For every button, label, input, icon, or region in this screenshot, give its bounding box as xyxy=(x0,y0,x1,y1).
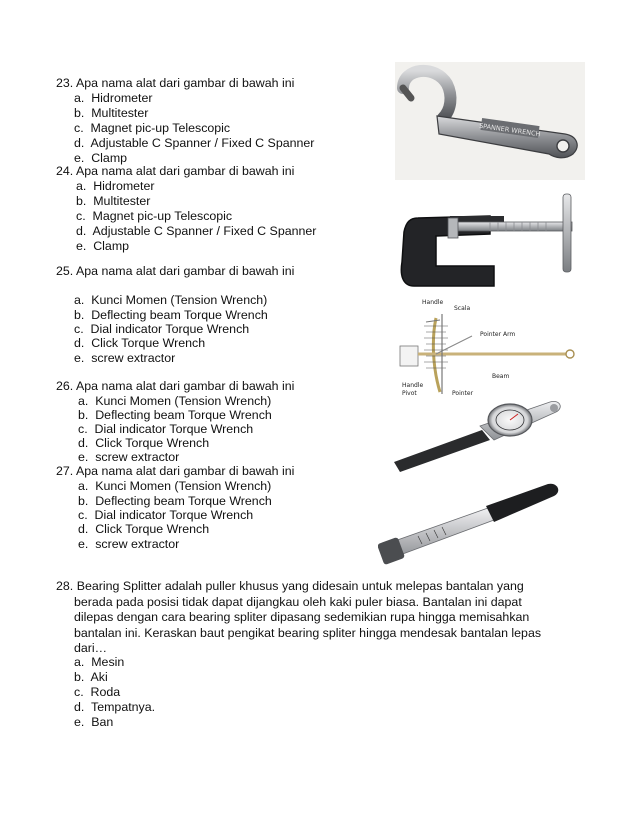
option-a: a. Kunci Momen (Tension Wrench) xyxy=(74,293,268,307)
spanner-stamp-text: SPANNER WRENCH xyxy=(478,121,541,139)
option-a: a. Hidrometer xyxy=(76,179,155,193)
option-b: b. Aki xyxy=(74,670,108,684)
option-c: c. Magnet pic-up Telescopic xyxy=(76,209,233,223)
question-text: Apa nama alat dari gambar di bawah ini xyxy=(76,464,295,478)
click-torque-wrench-image xyxy=(378,478,564,570)
question-text: Apa nama alat dari gambar di bawah ini xyxy=(76,164,295,178)
beam-torque-wrench-diagram xyxy=(396,296,582,396)
question-text-line: berada pada posisi tidak dapat dijangkau oleh kaki puler biasa. Bantalan ini dapat xyxy=(74,595,522,609)
option-c: c. Dial indicator Torque Wrench xyxy=(78,422,254,436)
diagram-label-pivot: Pivot xyxy=(402,390,417,396)
dial-torque-wrench-image xyxy=(390,396,566,472)
option-b: b. Deflecting beam Torque Wrench xyxy=(74,308,268,322)
option-d: d. Adjustable C Spanner / Fixed C Spanner xyxy=(76,224,317,238)
option-e: e. screw extractor xyxy=(78,450,180,464)
option-b: b. Deflecting beam Torque Wrench xyxy=(78,408,272,422)
diagram-label-pointer: Pointer xyxy=(452,390,474,396)
option-e: e. Clamp xyxy=(74,151,128,165)
diagram-label-handle-top: Handle xyxy=(422,299,444,306)
diagram-label-handle-bottom: Handle xyxy=(402,382,424,389)
diagram-label-pointer-arm: Pointer Arm xyxy=(480,331,516,338)
question-text-line: dilepas dengan cara bearing spliter dipasang sedemikian rupa hingga memisahkan xyxy=(74,610,530,624)
option-d: d. Adjustable C Spanner / Fixed C Spanner xyxy=(74,136,315,150)
option-a: a. Mesin xyxy=(74,655,125,669)
option-c: c. Roda xyxy=(74,685,121,699)
option-b: b. Multitester xyxy=(74,106,149,120)
option-e: e. Clamp xyxy=(76,239,130,253)
option-b: b. Multitester xyxy=(76,194,151,208)
question-text: Apa nama alat dari gambar di bawah ini xyxy=(76,379,295,393)
option-c: c. Dial indicator Torque Wrench xyxy=(78,508,254,522)
option-d: d. Tempatnya. xyxy=(74,700,156,714)
option-e: e. Ban xyxy=(74,715,114,729)
question-text-line: Bearing Splitter adalah puller khusus yang didesain untuk melepas bantalan yang xyxy=(76,579,524,593)
option-d: d. Click Torque Wrench xyxy=(78,436,210,450)
option-a: a. Kunci Momen (Tension Wrench) xyxy=(78,479,272,493)
question-number: 27. xyxy=(56,464,74,478)
option-e: e. screw extractor xyxy=(78,537,180,551)
question-text-line: dari… xyxy=(74,641,108,655)
option-b: b. Deflecting beam Torque Wrench xyxy=(78,494,272,508)
question-number: 23. xyxy=(56,76,74,90)
option-c: c. Magnet pic-up Telescopic xyxy=(74,121,231,135)
question-number: 26. xyxy=(56,379,74,393)
option-d: d. Click Torque Wrench xyxy=(74,336,206,350)
option-c: c. Dial indicator Torque Wrench xyxy=(74,322,250,336)
question-text: Apa nama alat dari gambar di bawah ini xyxy=(76,264,295,278)
option-e: e. screw extractor xyxy=(74,351,176,365)
c-clamp-image xyxy=(390,182,590,298)
option-a: a. Kunci Momen (Tension Wrench) xyxy=(78,394,272,408)
diagram-label-beam: Beam xyxy=(492,373,510,380)
question-text-line: bantalan ini. Keraskan baut pengikat bearing spliter hingga mendesak bantalan lepas xyxy=(74,626,542,640)
hook-spanner-image xyxy=(395,62,585,180)
question-number: 24. xyxy=(56,164,74,178)
option-a: a. Hidrometer xyxy=(74,91,153,105)
question-text: Apa nama alat dari gambar di bawah ini xyxy=(76,76,295,90)
diagram-label-scale: Scala xyxy=(454,305,471,312)
question-number: 25. xyxy=(56,264,74,278)
option-d: d. Click Torque Wrench xyxy=(78,522,210,536)
question-number: 28. xyxy=(56,579,74,593)
